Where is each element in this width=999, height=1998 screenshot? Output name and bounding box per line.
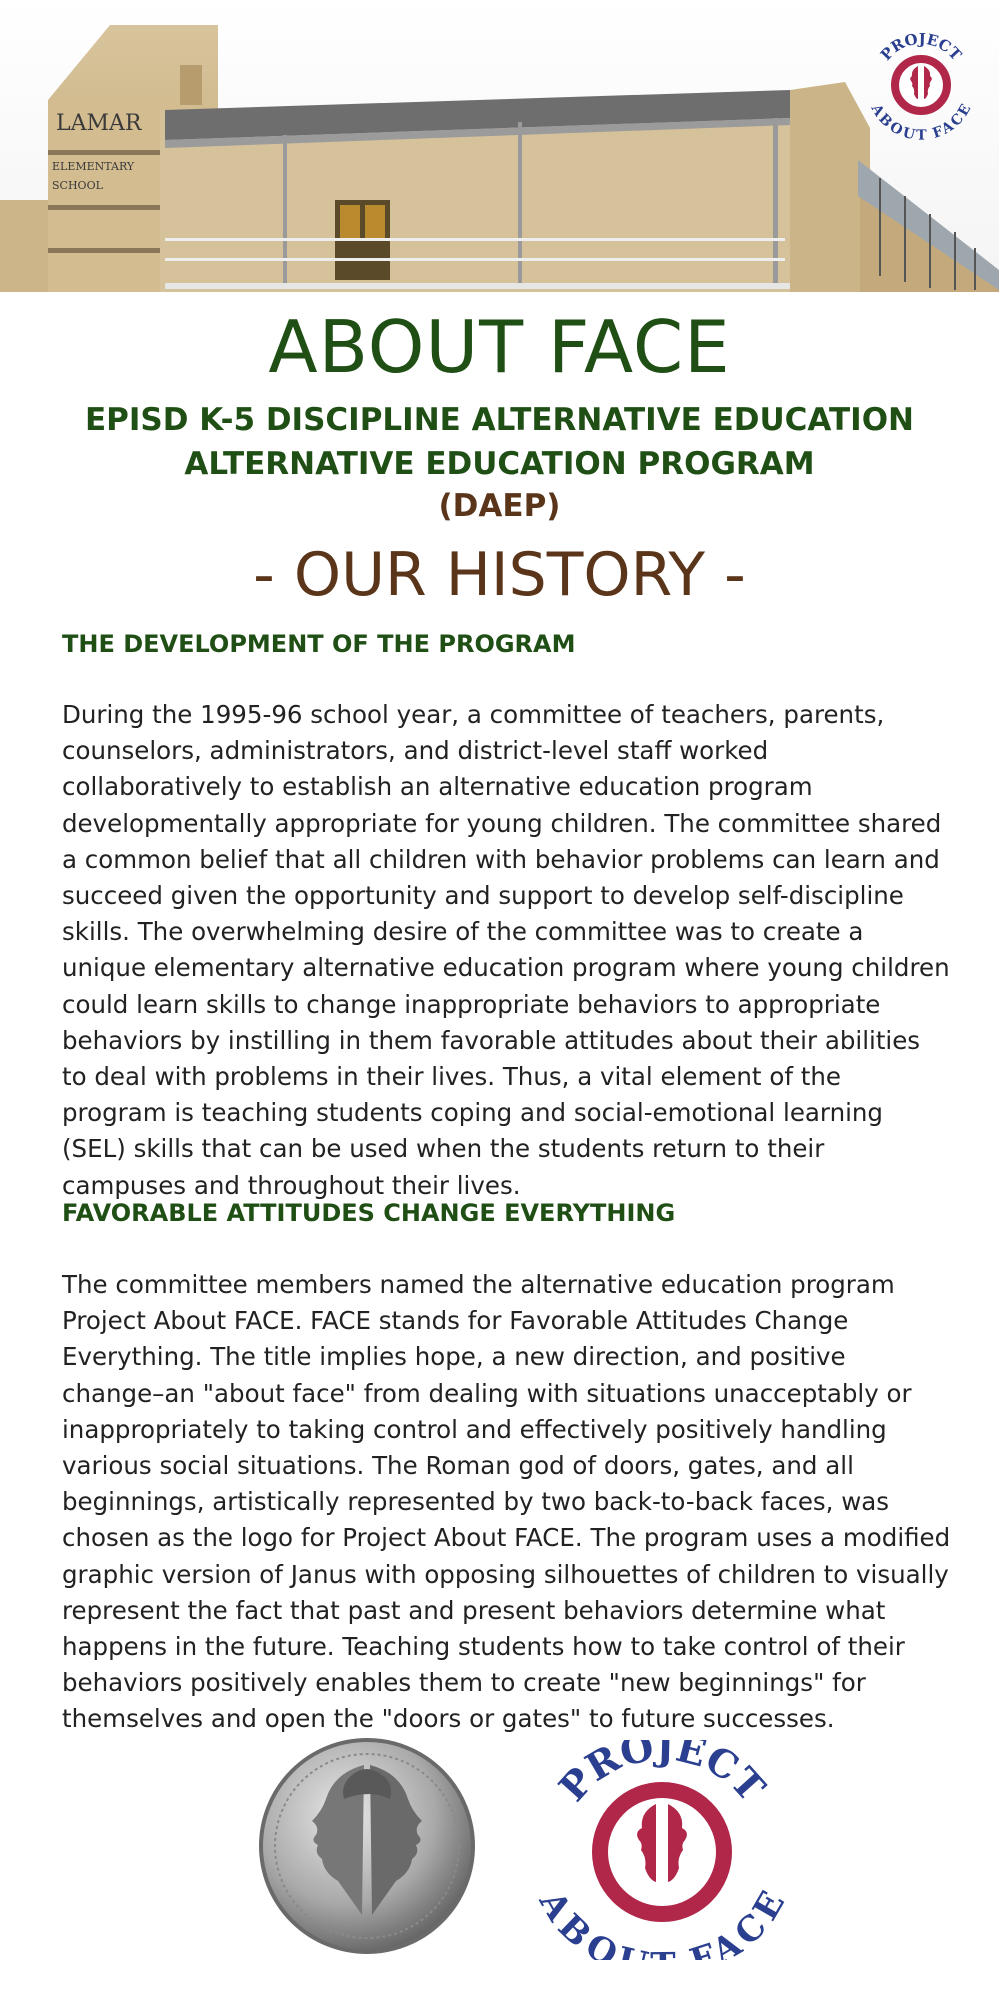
janus-coin-image — [256, 1735, 478, 1961]
sign-school: SCHOOL — [52, 179, 103, 192]
section-heading-development: THE DEVELOPMENT OF THE PROGRAM — [62, 630, 576, 658]
logo-small-bottom-text: ABOUT FACE — [867, 101, 975, 140]
sign-elementary: ELEMENTARY — [52, 160, 135, 173]
program-acronym: (DAEP) — [438, 488, 561, 524]
section-body-development: During the 1995-96 school year, a committee of teachers, parents, counselors, administrators, and district-level staff worked collaboratively to establish an alternative education program developmentally appropriate for young children. The committee shared a common belief that all children with behavior problems can learn and succeed given the opportunity and support to develop self-discipline skills. The overwhelming desire of the committee was to create a unique elementary alternative education program where young children could learn skills to change inappropriate behaviors to appropriate behaviors by instilling in them favorable attitudes about their abilities to deal with problems in their lives. Thus, a vital element of the program is teaching students coping and social-emotional learning (SEL) skills that can be used when the students return to their campuses and throughout their lives. — [62, 700, 950, 1200]
page-title: ABOUT FACE — [268, 305, 731, 389]
logo-bottom-text: ABO FACE — [532, 1884, 792, 1960]
section-heading-face: FAVORABLE ATTITUDES CHANGE EVERYTHING — [62, 1199, 676, 1227]
logo-top-text: PROJECT — [549, 1740, 775, 1810]
project-about-face-logo-small — [866, 30, 976, 144]
logo-small-top-text: PROJECT — [876, 30, 966, 64]
section-body-face: The committee members named the alternative education program Project About FACE. FACE stands for Favorable Attitudes Change Everything. The title implies hope, a new direction, and positive change–an "about face" from dealing with situations unacceptably or inappropriately to taking control and effectively positively handling various social situations. The Roman god of doors, gates, and all beginnings, artistically represented by two back-to-back faces, was chosen as the logo for Project About FACE. The program uses a modified graphic version of Janus with opposing silhouettes of children to visually represent the fact that past and present behaviors determine what happens in the future. Teaching students how to take control of their behaviors positively enables them to create "new beginnings" for themselves and open the "doors or gates" to future successes. — [62, 1270, 951, 1734]
project-about-face-logo — [532, 1740, 792, 1964]
program-subtitle: EPISD K-5 DISCIPLINE ALTERNATIVE EDUCATION ALTERNATIVE EDUCATION PROGRAM — [84, 402, 914, 482]
school-building-photo — [0, 0, 999, 292]
history-heading: - OUR HISTORY - — [253, 540, 746, 610]
sign-lamar: LAMAR — [56, 111, 142, 136]
